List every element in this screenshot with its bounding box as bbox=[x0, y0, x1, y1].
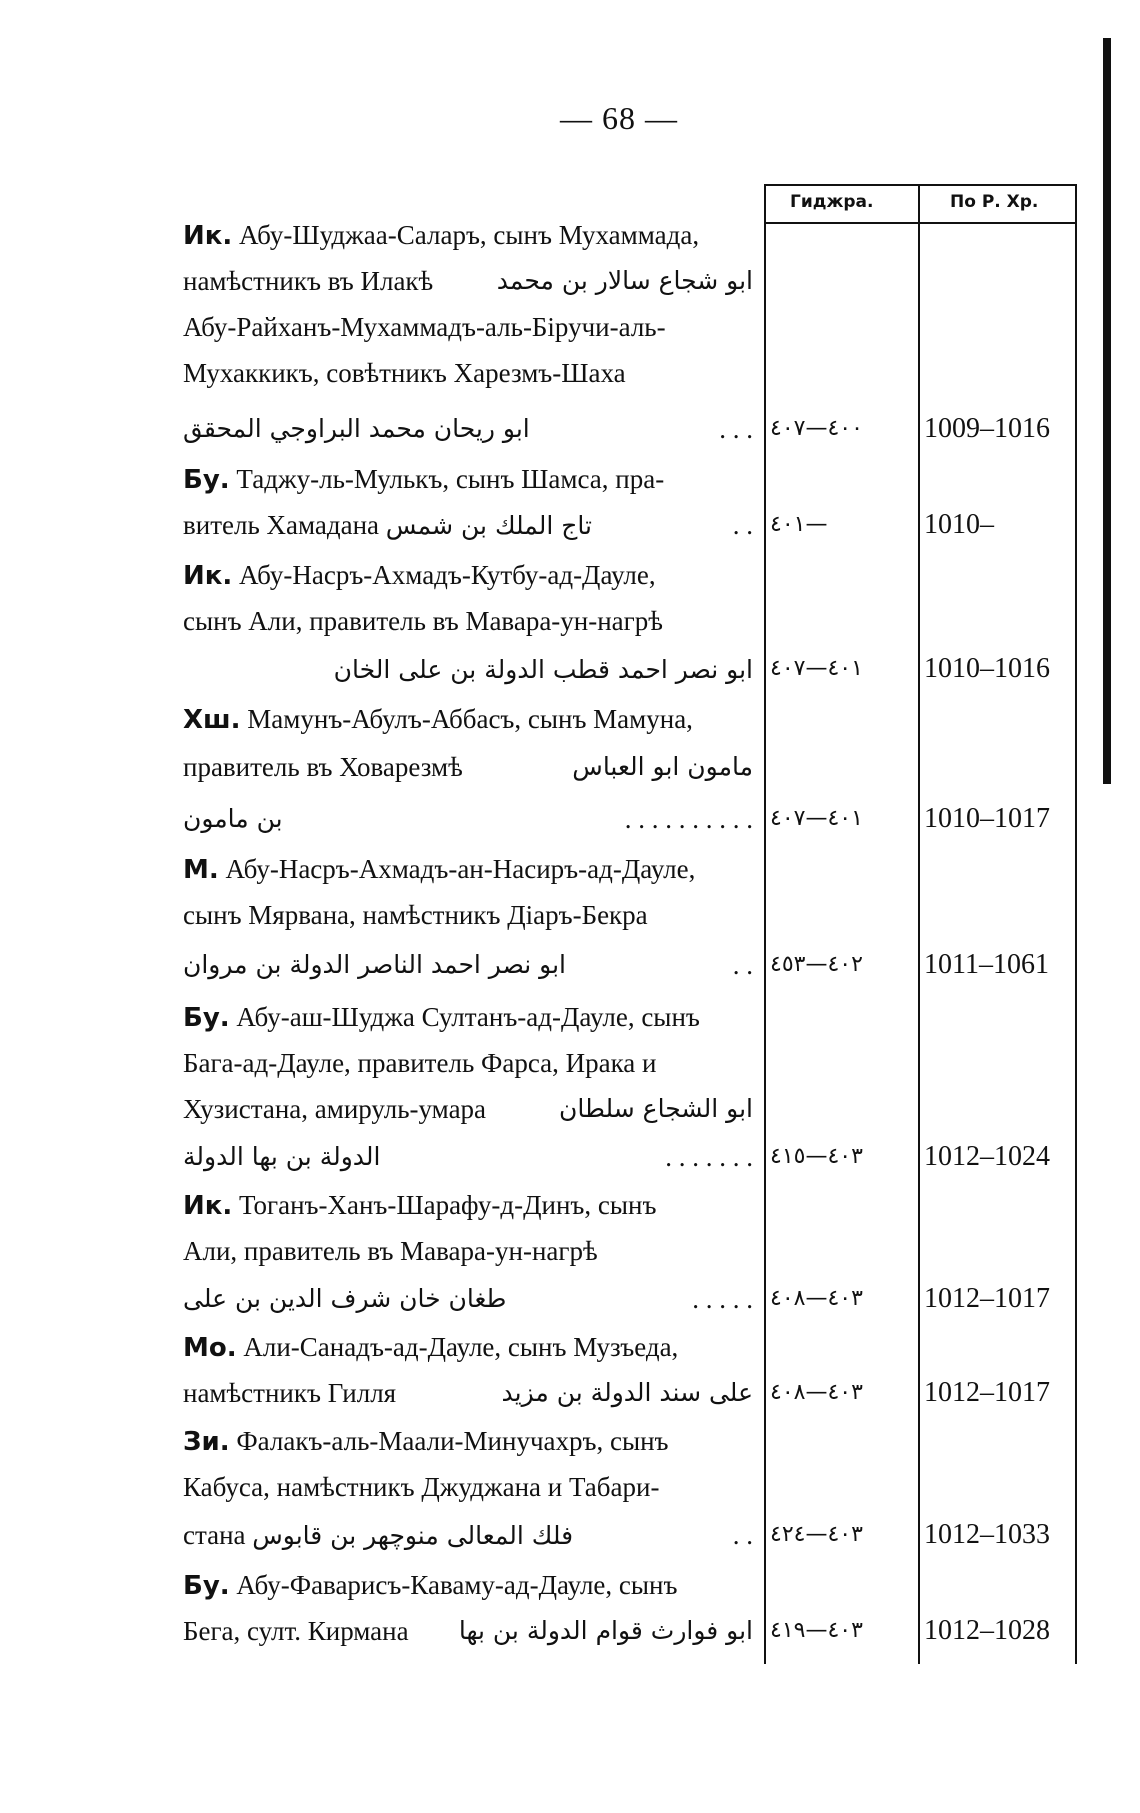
hijra-years: ٤٠٣—٤٢٤ bbox=[770, 1522, 863, 1547]
ad-years: 1012–1028 bbox=[924, 1615, 1050, 1646]
entry-line bbox=[183, 1512, 753, 1558]
page-number: — 68 — bbox=[560, 100, 678, 136]
entry-line bbox=[183, 598, 753, 644]
entry-line bbox=[183, 942, 753, 988]
arabic-name: ابو فوارث قوام الدولة بن بها bbox=[458, 1616, 753, 1645]
column-header-ad: По Р. Хр. bbox=[950, 192, 1039, 212]
ad-years: 1010–1017 bbox=[924, 803, 1050, 834]
dynasty-abbr: Мо. bbox=[183, 1333, 237, 1363]
ad-years: 1012–1033 bbox=[924, 1519, 1050, 1550]
dynasty-abbr: Бу. bbox=[183, 1003, 230, 1033]
arabic-name: تاج الملك بن شمس bbox=[385, 511, 592, 540]
hijra-years: ٤٠٣—٤٠٨ bbox=[770, 1380, 863, 1405]
table-middle-rule bbox=[918, 184, 920, 1664]
dynasty-abbr: Бу. bbox=[183, 1571, 230, 1601]
arabic-name: مامون ابو العباس bbox=[572, 752, 753, 781]
entry-text: Хузистана, амируль-умара bbox=[183, 1094, 487, 1124]
entry-text: Таджу-ль-Мулькъ, сынъ Шамса, пра- bbox=[229, 464, 665, 494]
entry-line bbox=[183, 1370, 753, 1416]
entry-line bbox=[183, 1562, 753, 1608]
entry-line bbox=[183, 552, 753, 598]
entry-line bbox=[183, 1418, 753, 1464]
arabic-name: بن مامون bbox=[183, 804, 283, 833]
ad-years: 1012–1017 bbox=[924, 1283, 1050, 1314]
entry-line bbox=[183, 994, 753, 1040]
entry-text: Али-Санадъ-ад-Дауле, сынъ Музъеда, bbox=[236, 1332, 679, 1362]
arabic-name: ابو نصر احمد الناصر الدولة بن مروان bbox=[183, 950, 566, 979]
entry-line bbox=[183, 212, 753, 258]
ad-years: 1011–1061 bbox=[924, 949, 1049, 980]
dynasty-abbr: Ик. bbox=[183, 1191, 233, 1221]
leader-dots: . . bbox=[732, 950, 753, 980]
column-header-hijra: Гиджра. bbox=[790, 192, 874, 212]
entry-line bbox=[183, 1182, 753, 1228]
entry-line bbox=[183, 744, 753, 790]
dynasty-abbr: Ик. bbox=[183, 561, 233, 591]
entry-text: Абу-Насръ-Ахмадъ-ан-Насиръ-ад-Дауле, bbox=[218, 854, 696, 884]
entry-line bbox=[183, 1228, 753, 1274]
hijra-years: ٤٠٣—٤١٩ bbox=[770, 1618, 863, 1643]
leader-dots: . . . . . . . bbox=[665, 1142, 753, 1172]
entry-line bbox=[183, 502, 753, 548]
arabic-name: الدولة بن بها الدولة bbox=[183, 1142, 381, 1171]
entry-line bbox=[183, 1276, 753, 1322]
table-left-rule bbox=[764, 184, 766, 1664]
entry-text: стана bbox=[183, 1520, 253, 1550]
leader-dots: . . bbox=[732, 1520, 753, 1550]
entry-line bbox=[183, 304, 753, 350]
hijra-years: ٤٠٢—٤٥٣ bbox=[770, 952, 863, 977]
entry-line bbox=[183, 456, 753, 502]
entry-line bbox=[183, 646, 753, 692]
arabic-name: ابو ريحان محمد البراوجي المحقق bbox=[183, 414, 530, 443]
hijra-years: ٤٠٠—٤٠٧ bbox=[770, 416, 863, 441]
entry-line bbox=[183, 892, 753, 938]
hijra-years: ٤٠٣—٤١٥ bbox=[770, 1144, 863, 1169]
leader-dots: . . . . . . . . . . bbox=[624, 804, 753, 834]
dynasty-abbr: Бу. bbox=[183, 465, 230, 495]
entry-text: намѣстникъ Гилля bbox=[183, 1378, 397, 1408]
leader-dots: . . . . . bbox=[692, 1284, 753, 1314]
entry-line bbox=[183, 696, 753, 742]
entry-text: Кабуса, намѣстникъ Джуджана и Табари- bbox=[183, 1472, 660, 1502]
arabic-name: ابو شجاع سالار بن محمد bbox=[496, 266, 753, 295]
entry-text: Абу-Шуджаа-Саларъ, сынъ Мухаммада, bbox=[232, 220, 700, 250]
hijra-years: ٤٠٣—٤٠٨ bbox=[770, 1286, 863, 1311]
entry-text: Фалакъ-аль-Маали-Минучахръ, сынъ bbox=[229, 1426, 669, 1456]
arabic-name: فلك المعالى منوچهر بن قابوس bbox=[252, 1521, 574, 1550]
entry-line bbox=[183, 1324, 753, 1370]
dynasty-abbr: М. bbox=[183, 855, 219, 885]
entry-text: Бега, султ. Кирмана bbox=[183, 1616, 409, 1646]
entry-line bbox=[183, 1608, 753, 1654]
entry-line bbox=[183, 1464, 753, 1510]
entry-text: витель Хамадана bbox=[183, 510, 386, 540]
arabic-name: ابو الشجاع سلطان bbox=[559, 1094, 753, 1123]
margin-bar bbox=[1103, 38, 1111, 784]
arabic-name: ابو نصر احمد قطب الدولة بن على الخان bbox=[333, 655, 753, 684]
entry-text: Али, правитель въ Мавара-ун-нагрѣ bbox=[183, 1236, 598, 1266]
entry-line bbox=[183, 1086, 753, 1132]
arabic-name: على سند الدولة بن مزيد bbox=[501, 1378, 753, 1407]
arabic-name: طغان خان شرف الدين بن على bbox=[183, 1284, 507, 1313]
entry-text: Мухаккикъ, совѣтникъ Харезмъ-Шаха bbox=[183, 358, 626, 388]
entry-text: Бага-ад-Дауле, правитель Фарса, Ирака и bbox=[183, 1048, 657, 1078]
hijra-years: ٤٠١—٤٠٧ bbox=[770, 656, 863, 681]
entry-line bbox=[183, 350, 753, 396]
entry-line bbox=[183, 1040, 753, 1086]
ad-years: 1009–1016 bbox=[924, 413, 1050, 444]
entry-text: Абу-аш-Шуджа Султанъ-ад-Дауле, сынъ bbox=[229, 1002, 700, 1032]
entry-line bbox=[183, 796, 753, 842]
entry-text: Тоганъ-Ханъ-Шарафу-д-Динъ, сынъ bbox=[232, 1190, 657, 1220]
dynasty-abbr: Ик. bbox=[183, 221, 233, 251]
entry-text: Абу-Райханъ-Мухаммадъ-аль-Біручи-аль- bbox=[183, 312, 666, 342]
entry-text: намѣстникъ въ Илакѣ bbox=[183, 266, 434, 296]
ad-years: 1012–1024 bbox=[924, 1141, 1050, 1172]
hijra-years: ٤٠١—٤٠٧ bbox=[770, 806, 863, 831]
entry-line bbox=[183, 406, 753, 452]
dynasty-abbr: Хш. bbox=[183, 705, 241, 735]
entry-text: сынъ Али, правитель въ Мавара-ун-нагрѣ bbox=[183, 606, 663, 636]
entry-text: сынъ Мярвана, намѣстникъ Діаръ-Бекра bbox=[183, 900, 648, 930]
entry-text: правитель въ Ховарезмѣ bbox=[183, 752, 463, 782]
entry-text: Мамунъ-Абулъ-Аббасъ, сынъ Мамуна, bbox=[240, 704, 693, 734]
entry-line bbox=[183, 846, 753, 892]
entry-text: Абу-Насръ-Ахмадъ-Кутбу-ад-Дауле, bbox=[232, 560, 656, 590]
ad-years: 1010– bbox=[924, 509, 994, 540]
entry-line bbox=[183, 1134, 753, 1180]
ad-years: 1012–1017 bbox=[924, 1377, 1050, 1408]
dynasty-abbr: Зи. bbox=[183, 1427, 230, 1457]
leader-dots: . . bbox=[732, 510, 753, 540]
entry-line bbox=[183, 258, 753, 304]
ad-years: 1010–1016 bbox=[924, 653, 1050, 684]
hijra-years: ٤٠١— bbox=[770, 512, 828, 537]
entry-text: Абу-Фаварисъ-Каваму-ад-Дауле, сынъ bbox=[229, 1570, 678, 1600]
leader-dots: . . . bbox=[719, 414, 753, 444]
